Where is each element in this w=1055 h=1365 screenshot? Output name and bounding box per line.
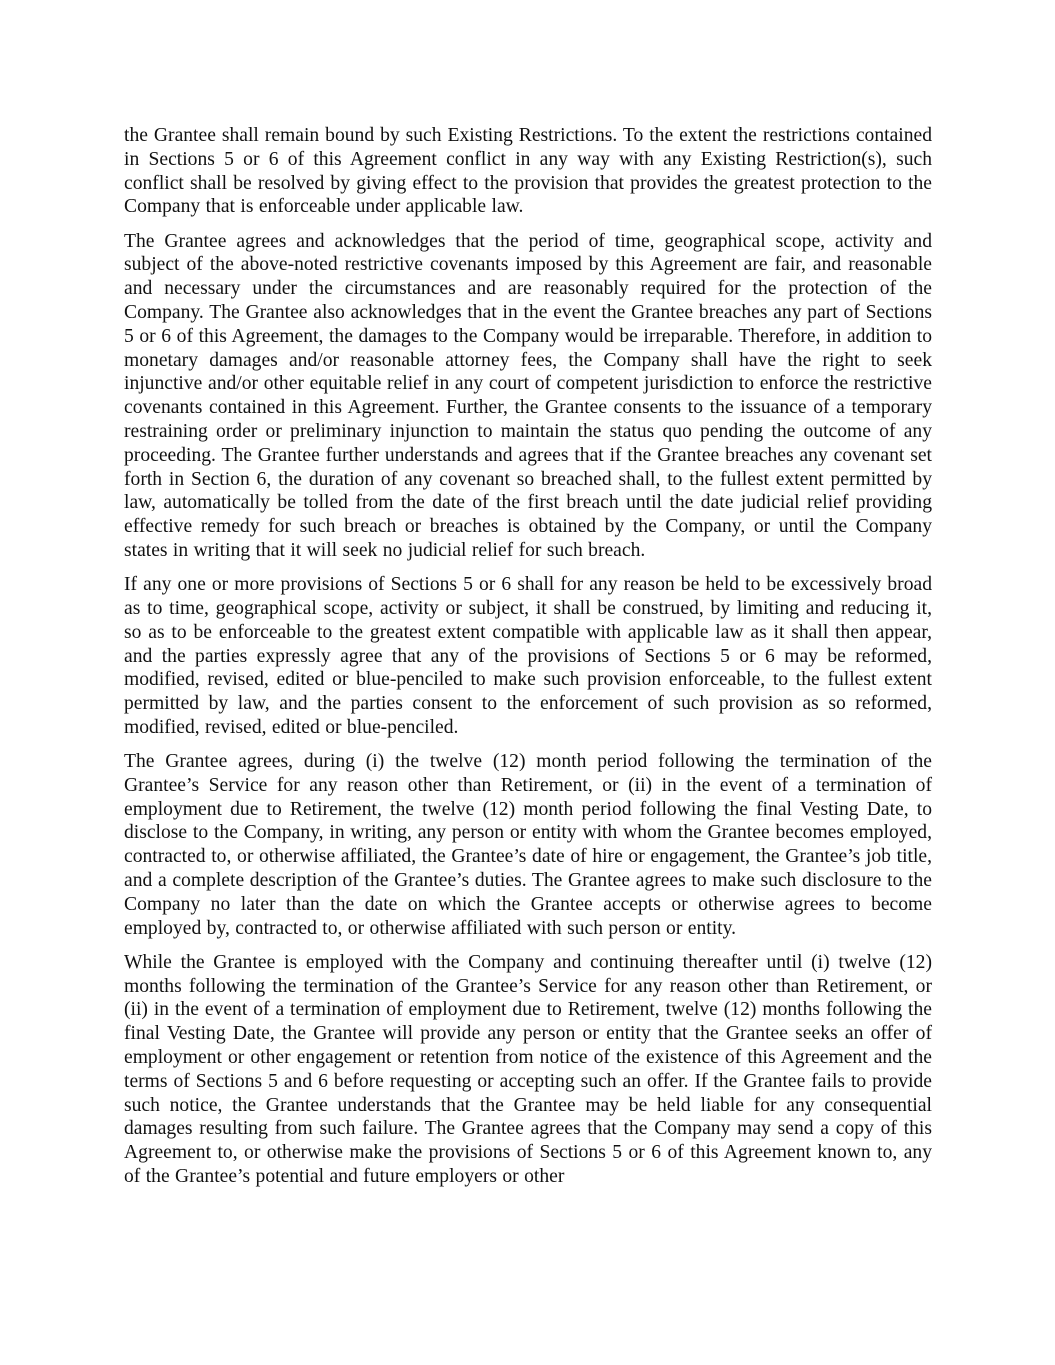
paragraph-existing-restrictions: the Grantee shall remain bound by such Existing Restrictions. To the extent the restrictions contained in Sections 5 or 6 of this Agreement conflict in any way with any Existing Restriction(s), such conflict shall be resolved by giving effect to the provision that provides the greatest protection to the Company that is enforceable under applicable law. xyxy=(124,125,932,218)
paragraph-reformation: If any one or more provisions of Sections 5 or 6 shall for any reason be held to be excessively broad as to time, geographical scope, activity or subject, it shall be construed, by limiting and reducing it, so as to be enforceable to the greatest extent compatible with applicable law as it shall then appear, and the parties expressly agree that any of the provisions of Sections 5 or 6 may be reformed, modified, revised, edited or blue-penciled to make such provision enforceable, to the fullest extent permitted by law, and the parties consent to the enforcement of such provision as so reformed, modified, revised, edited or blue-penciled. xyxy=(124,574,932,738)
paragraph-acknowledgement-remedies: The Grantee agrees and acknowledges that the period of time, geographical scope, activity and subject of the above-noted restrictive covenants imposed by this Agreement are fair, and reasonable and necessary under the circumstances and are reasonably required for the protection of the Company. The Grantee also acknowledges that in the event the Grantee breaches any part of Sections 5 or 6 of this Agreement, the damages to the Company would be irreparable. Therefore, in addition to monetary damages and/or reasonable attorney fees, the Company shall have the right to seek injunctive and/or other equitable relief in any court of competent jurisdiction to enforce the restrictive covenants contained in this Agreement. Further, the Grantee consents to the issuance of a temporary restraining order or preliminary injunction to maintain the status quo pending the outcome of any proceeding. The Grantee further understands and agrees that if the Grantee breaches any covenant set forth in Section 6, the duration of any covenant so breached shall, to the fullest extent permitted by law, automatically be tolled from the date of the first breach until the date judicial relief providing effective remedy for such breach or breaches is obtained by the Company, or until the Company states in writing that it will seek no judicial relief for such breach. xyxy=(124,230,932,561)
paragraph-disclosure-obligation: The Grantee agrees, during (i) the twelve (12) month period following the termination of the Grantee’s Service for any reason other than Retirement, or (ii) in the event of a termination of employment due to Retirement, the twelve (12) month period following the final Vesting Date, to disclose to the Company, in writing, any person or entity with whom the Grantee becomes employed, contracted to, or otherwise affiliated, the Grantee’s date of hire or engagement, the Grantee’s job title, and a complete description of the Grantee’s duties. The Grantee agrees to make such disclosure to the Company no later than the date on which the Grantee accepts or otherwise agrees to become employed by, contracted to, or otherwise affiliated with such person or entity. xyxy=(124,751,932,939)
document-body xyxy=(124,124,932,1199)
paragraph-notice-obligation: While the Grantee is employed with the Company and continuing thereafter until (i) twelve (12) months following the termination of the Grantee’s Service for any reason other than Retirement, or (ii) in the event of a termination of employment due to Retirement, twelve (12) months following the final Vesting Date, the Grantee will provide any person or entity that the Grantee seeks an offer of employment or other engagement or retention from notice of the existence of this Agreement and the terms of Sections 5 and 6 before requesting or accepting such an offer. If the Grantee fails to provide such notice, the Grantee understands that the Grantee may be held liable for any consequential damages resulting from such failure. The Grantee agrees that the Company may send a copy of this Agreement to, or otherwise make the provisions of Sections 5 or 6 of this Agreement known to, any of the Grantee’s potential and future employers or other xyxy=(124,951,932,1188)
